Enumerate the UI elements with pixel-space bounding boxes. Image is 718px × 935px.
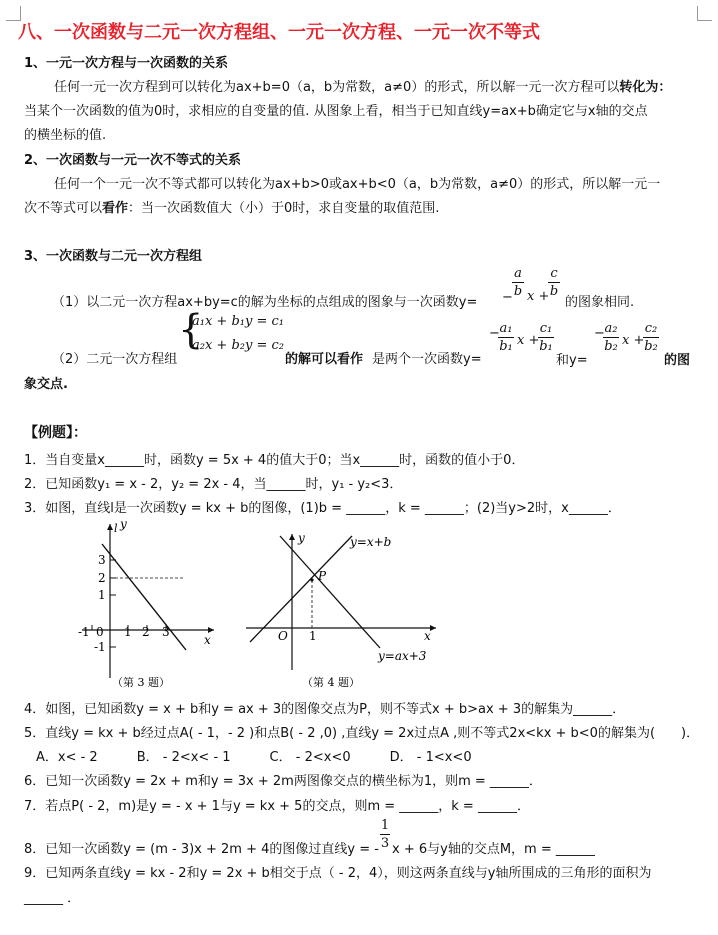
s2-line-1: 任何一个一元一次不等式都可以转化为ax+b>0或ax+b<0（a，b为常数，a≠0）的形式，所以解一元一 xyxy=(54,177,661,192)
x-tick-label: 1 xyxy=(124,625,132,639)
s3-item-2: （2）二元一次方程组 xyxy=(52,352,178,367)
question-6: 6．已知一次函数y = 2x + m和y = 3x + 2m两图像交点的横坐标为1，则m = ______． xyxy=(24,774,542,789)
x-plus: x + xyxy=(527,289,550,304)
s1-line-3: 的横坐标的值. xyxy=(24,128,107,143)
question-1: 1．当自变量x______时，函数y = 5x + 4的值大于0；当x______时，函数的值小于0． xyxy=(24,453,525,468)
s1-bold: 转化为： xyxy=(619,80,672,95)
s2-bold: 看作 xyxy=(102,201,129,216)
s1-paragraph xyxy=(54,76,671,95)
fraction-c1-b1 xyxy=(538,321,554,354)
system-eq-1: a₁x + b₁y = c₁ xyxy=(192,314,284,329)
minus-sign: − xyxy=(502,290,513,305)
s2-line-2 xyxy=(24,197,439,216)
s3-item-1: （1）以二元一次方程ax+by=c的解为坐标的点组成的图象与一次函数y= xyxy=(52,295,478,310)
figure-3-caption: （第 3 题） xyxy=(112,676,170,688)
frac-den: 3 xyxy=(380,836,390,851)
point-p xyxy=(310,578,313,581)
minus-sign: − xyxy=(594,326,605,341)
frac-den: b xyxy=(513,284,523,299)
question-8: 8．已知一次函数y = (m - 3)x + 2m + 4的图像过直线y = - xyxy=(24,842,379,857)
frac-num: a xyxy=(514,266,522,281)
heading-3: 3、一次函数与二元一次方程组 xyxy=(24,249,203,264)
s1-text: 任何一元一次方程到可以转化为ax+b=0（a，b为常数，a≠0）的形式，所以解一元一次方程可以 xyxy=(54,80,620,95)
heading-1: 1、一元一次方程与一次函数的关系 xyxy=(24,56,229,71)
frac-num: a₁ xyxy=(499,321,513,336)
x-plus: x + xyxy=(622,333,645,348)
x-tick-label: 3 xyxy=(162,625,170,639)
x-axis-arrow xyxy=(430,625,436,631)
s3-item-1-tail: 的图象相同. xyxy=(565,295,635,310)
frac-num: c₂ xyxy=(644,321,658,336)
question-5: 5．直线y = kx + b经过点A( - 1，- 2 )和点B( - 2 ,0) ,直线y = 2x过点A ,则不等式2x<kx + b<0的解集为( )． xyxy=(24,726,700,741)
s3-item-2-mid: 是两个一次函数y= xyxy=(372,352,482,367)
y-tick-label: 3 xyxy=(98,553,106,567)
line-ax-plus-3 xyxy=(280,536,380,648)
x-tick-label: -1 xyxy=(78,625,90,639)
y-axis-arrow xyxy=(289,534,295,540)
frac-den: b₂ xyxy=(644,339,658,354)
s3-and: 和y= xyxy=(556,353,588,368)
y-tick-label: 1 xyxy=(98,588,106,602)
s3-tail: 的图 xyxy=(664,353,691,368)
y-axis-arrow xyxy=(107,524,113,530)
y-axis-label: y xyxy=(120,518,127,531)
question-9: 9．已知两条直线y = kx - 2和y = 2x + b相交于点（ - 2，4），则这两条直线与y轴所围成的三角形的面积为 xyxy=(24,866,652,881)
frac-den: b₁ xyxy=(499,339,513,354)
section-title: 八、一次函数与二元一次方程组、一元一次方程、一元一次不等式 xyxy=(18,22,540,43)
question-2: 2．已知函数y₁ = x - 2，y₂ = 2x - 4，当______时，y₁ - y₂<3． xyxy=(24,477,403,492)
frac-den: b₂ xyxy=(604,339,618,354)
question-9-tail: ______ ． xyxy=(24,891,81,906)
question-8-tail: x + 6与y轴的交点M，m = ______ xyxy=(392,842,595,857)
figure-4-caption: （第 4 题） xyxy=(302,676,360,689)
y-axis-label: y xyxy=(298,531,305,545)
question-4: 4．如图，已知函数y = x + b和y = ax + 3的图像交点为P，则不等式x + b>ax + 3的解集为______． xyxy=(24,702,626,717)
fraction-a1-b1 xyxy=(498,321,514,354)
figure-4 xyxy=(240,530,440,694)
s2-text-b: ：当一次函数值大（小）于0时，求自变量的取值范围. xyxy=(128,201,440,216)
x-tick-label: 1 xyxy=(309,629,317,643)
line-2-label: y=ax+3 xyxy=(378,649,427,663)
line-1-label: y=x+b xyxy=(350,535,392,549)
system-brace: { xyxy=(178,307,204,353)
y-tick-label: -1 xyxy=(94,640,106,654)
x-axis-label: x xyxy=(204,633,211,647)
examples-label: 【例题】： xyxy=(24,425,87,441)
minus-sign: − xyxy=(489,326,500,341)
line-l-label: l xyxy=(114,522,118,535)
question-7: 7．若点P( - 2，m)是y = - x + 1与y = kx + 5的交点，则m = ______，k = ______． xyxy=(24,799,530,814)
frac-num: a₂ xyxy=(604,321,618,336)
x-plus: x + xyxy=(517,333,540,348)
fraction-c-over-b xyxy=(548,266,560,299)
figure-3 xyxy=(72,518,222,688)
x-tick-label: 0 xyxy=(96,625,104,639)
y-tick-label: 2 xyxy=(98,571,106,585)
heading-2: 2、一次函数与一元一次不等式的关系 xyxy=(24,153,242,168)
point-p-label: P xyxy=(318,569,327,583)
frac-num: c xyxy=(550,266,558,281)
fraction-c2-b2 xyxy=(643,321,659,354)
fraction-a-over-b xyxy=(512,266,524,299)
frac-num: c₁ xyxy=(539,321,553,336)
s1-line-2: 当某个一次函数的值为0时，求相应的自变量的值. 从图象上看，相当于已知直线y=ax+b确定它与x轴的交点 xyxy=(24,104,648,119)
frac-den: b xyxy=(549,284,559,299)
frac-num: 1 xyxy=(380,818,390,833)
s3-tail-2: 象交点. xyxy=(24,377,68,392)
s2-text: 次不等式可以 xyxy=(24,201,103,216)
question-3: 3．如图，直线l是一次函数y = kx + b的图像，(1)b = ______，k = ______；(2)当y>2时，x______． xyxy=(24,501,621,516)
system-eq-2: a₂x + b₂y = c₂ xyxy=(192,338,284,353)
fraction-one-third xyxy=(380,818,390,851)
page-corner-mark xyxy=(697,6,712,21)
question-5-options: A．x< - 2 B． - 2<x< - 1 C． - 2<x<0 D． - 1<x<0 xyxy=(36,750,472,765)
s3-item-2-bold: 的解可以看作 xyxy=(285,352,364,367)
origin-label: O xyxy=(278,629,288,643)
x-tick-label: 2 xyxy=(142,625,150,639)
frac-den: b₁ xyxy=(539,339,553,354)
line-x-plus-b xyxy=(250,536,352,642)
fraction-a2-b2 xyxy=(603,321,619,354)
x-axis-label: x xyxy=(424,629,431,643)
